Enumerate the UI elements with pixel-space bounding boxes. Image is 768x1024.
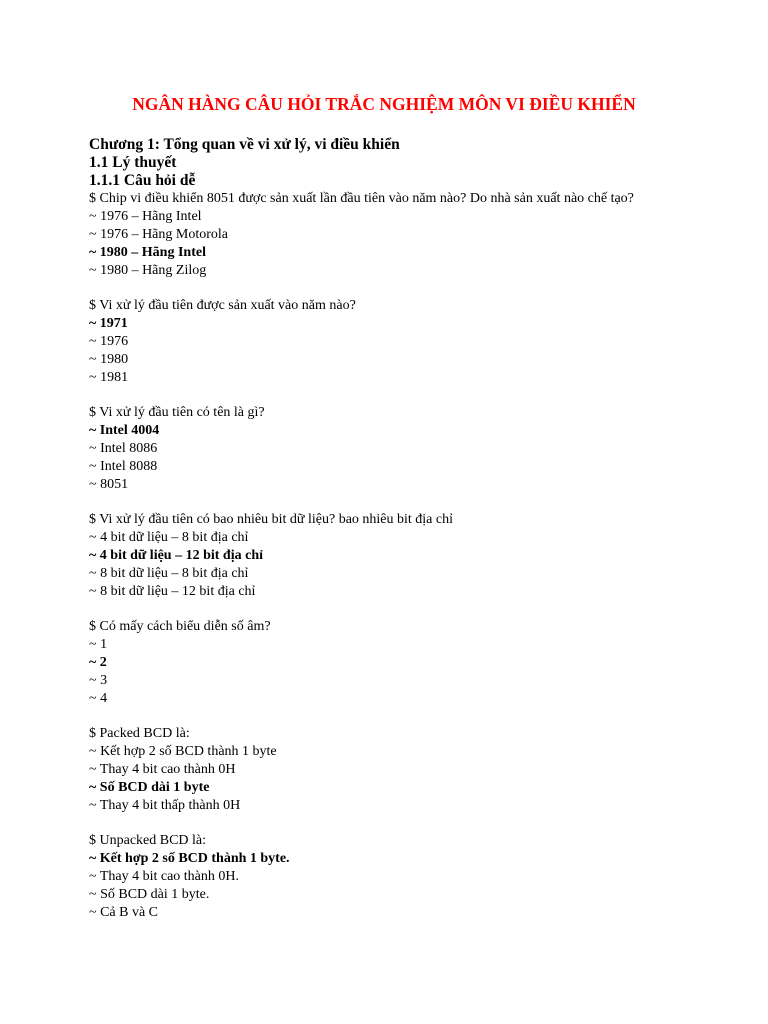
- question-block: [89, 832, 729, 922]
- question-text: $ Chip vi điều khiển 8051 được sản xuất lần đầu tiên vào năm nào? Do nhà sản xuất nào chế tạo?: [89, 191, 634, 206]
- answer-option-correct: ~ 1971: [89, 316, 128, 331]
- document-title: NGÂN HÀNG CÂU HỎI TRẮC NGHIỆM MÔN VI ĐIỀU KHIỂN: [132, 94, 636, 114]
- question-text: $ Vi xử lý đầu tiên có tên là gì?: [89, 405, 265, 420]
- question-text: $ Có mấy cách biểu diễn số âm?: [89, 619, 271, 634]
- answer-option-correct: ~ Kết hợp 2 số BCD thành 1 byte.: [89, 851, 290, 866]
- question-block: [89, 297, 729, 387]
- answer-option: ~ Thay 4 bit cao thành 0H: [89, 762, 236, 777]
- answer-option: ~ 1981: [89, 370, 129, 385]
- answer-option: ~ Cả B và C: [89, 905, 159, 920]
- question-text: $ Unpacked BCD là:: [89, 833, 207, 848]
- answer-option: ~ Thay 4 bit cao thành 0H.: [89, 869, 240, 884]
- answer-option: ~ Intel 8086: [89, 441, 158, 456]
- answer-option: ~ 1: [89, 637, 108, 652]
- question-text: $ Vi xử lý đầu tiên được sản xuất vào năm nào?: [89, 298, 356, 313]
- answer-option: ~ 3: [89, 673, 108, 688]
- answer-option: ~ Kết hợp 2 số BCD thành 1 byte: [89, 744, 277, 759]
- answer-option: ~ 1980 – Hãng Zilog: [89, 263, 207, 278]
- answer-option: ~ 1976: [89, 334, 129, 349]
- answer-option: ~ 8 bit dữ liệu – 12 bit địa chỉ: [89, 584, 256, 599]
- answer-option-correct: ~ Intel 4004: [89, 423, 160, 438]
- question-block: [89, 725, 729, 815]
- question-block: [89, 511, 729, 601]
- answer-option: ~ 1976 – Hãng Intel: [89, 209, 202, 224]
- answer-option: ~ Thay 4 bit thấp thành 0H: [89, 798, 241, 813]
- answer-option: ~ 8 bit dữ liệu – 8 bit địa chỉ: [89, 566, 249, 581]
- answer-option: ~ 1980: [89, 352, 129, 367]
- question-list: [89, 190, 729, 922]
- section-heading: 1.1 Lý thuyết: [89, 154, 177, 171]
- question-block: [89, 618, 729, 708]
- subsection-heading: 1.1.1 Câu hỏi dễ: [89, 172, 196, 189]
- answer-option: ~ 4 bit dữ liệu – 8 bit địa chỉ: [89, 530, 249, 545]
- answer-option: ~ 4: [89, 691, 108, 706]
- question-block: [89, 404, 729, 494]
- answer-option: ~ 1976 – Hãng Motorola: [89, 227, 229, 242]
- document-content: [89, 136, 729, 939]
- question-block: [89, 190, 729, 280]
- answer-option-correct: ~ Số BCD dài 1 byte: [89, 780, 210, 795]
- answer-option-correct: ~ 4 bit dữ liệu – 12 bit địa chỉ: [89, 548, 263, 563]
- answer-option-correct: ~ 2: [89, 655, 107, 670]
- question-text: $ Vi xử lý đầu tiên có bao nhiêu bit dữ liệu? bao nhiêu bit địa chỉ: [89, 512, 453, 527]
- answer-option: ~ Intel 8088: [89, 459, 158, 474]
- answer-option-correct: ~ 1980 – Hãng Intel: [89, 245, 206, 260]
- question-text: $ Packed BCD là:: [89, 726, 190, 741]
- answer-option: ~ 8051: [89, 477, 129, 492]
- chapter-heading: Chương 1: Tổng quan về vi xử lý, vi điều khiển: [89, 136, 400, 153]
- answer-option: ~ Số BCD dài 1 byte.: [89, 887, 210, 902]
